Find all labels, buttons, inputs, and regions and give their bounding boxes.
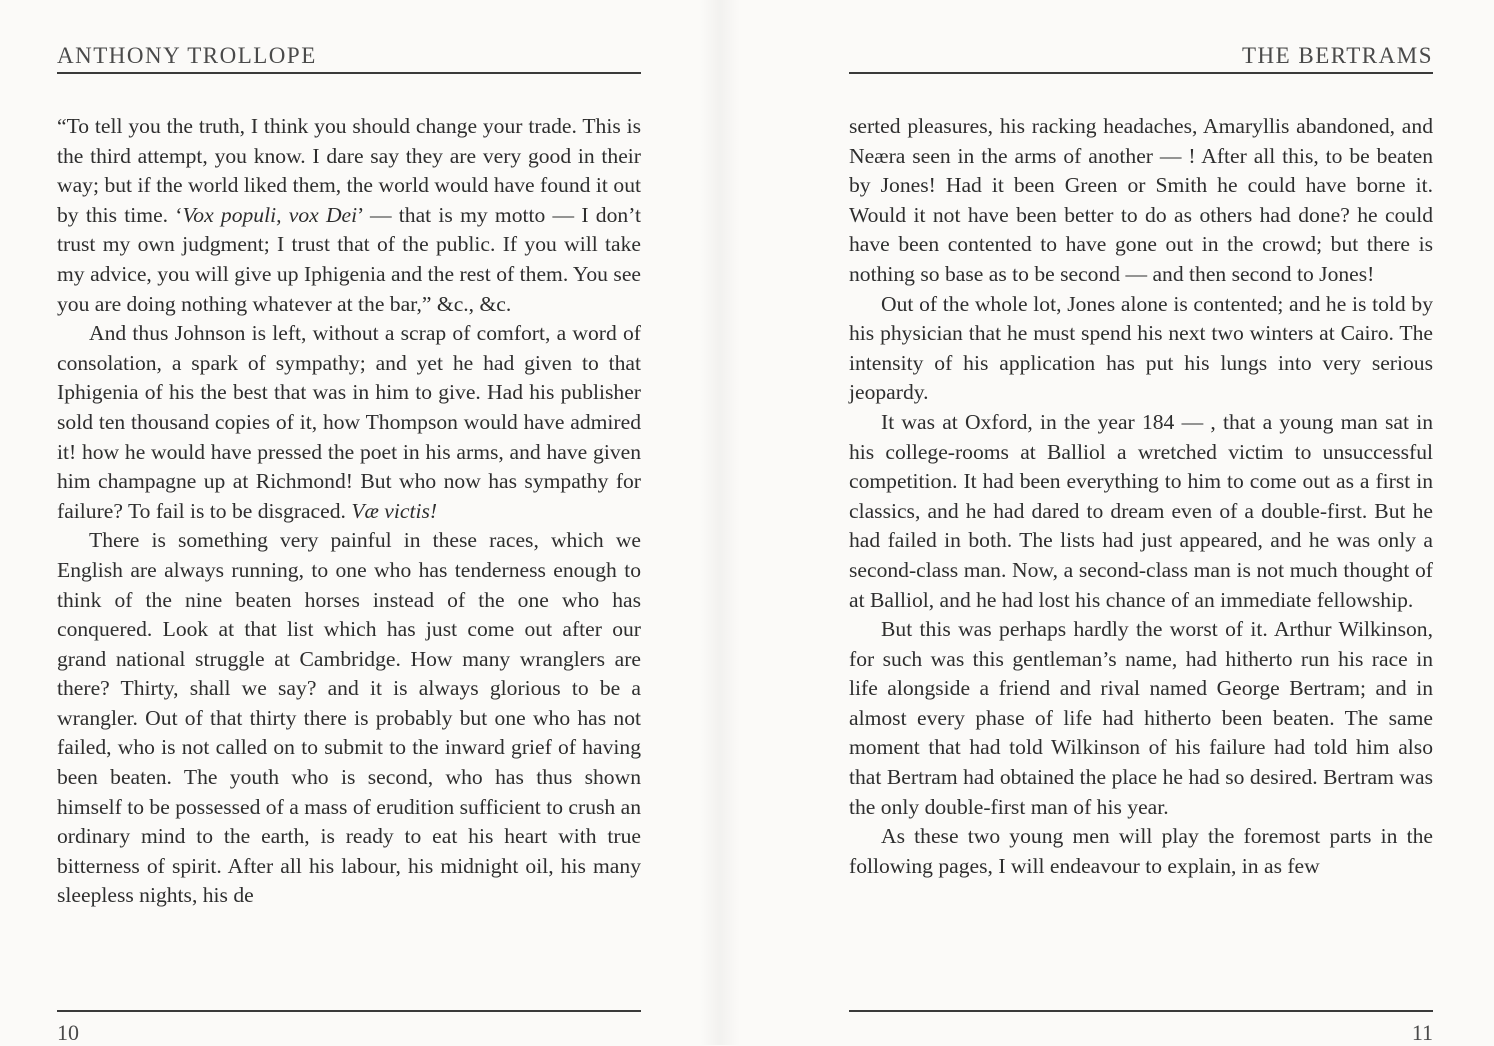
text-run: But this was perhaps hardly the worst of it. Arthur Wilkinson, for such was this gentleman’s name, had hitherto run his race in life alongside a friend and rival named George Bertram; and in almost every phase of life had hitherto been beaten. The same moment that had told Wilkinson of his failure had told him also that Bertram had obtained the place he had so desired. Bertram was the only double-first man of his year. <box>849 617 1433 819</box>
left-page-body <box>57 112 641 911</box>
text-run: And thus Johnson is left, without a scrap of comfort, a word of consolation, a spark of sympathy; and yet he had given to that Iphigenia of his the best that was in him to give. Had his publisher sold ten thousand copies of it, how Thompson would have admired it! how he would have pressed the poet in his arms, and have given him champagne up at Richmond! But who now has sympathy for failure? To fail is to be disgraced. <box>57 321 641 523</box>
paragraph <box>849 408 1433 615</box>
page-number: 11 <box>1411 1020 1433 1045</box>
italic-text: Vox populi, vox Dei <box>182 202 358 227</box>
text-run: Out of the whole lot, Jones alone is contented; and he is told by his physician that he must spend his next two winters at Cairo. The intensity of his application has put his lungs into very serious jeopardy. <box>849 291 1433 405</box>
text-run: It was at Oxford, in the year 184 — , that a young man sat in his college-rooms at Balliol a wretched victim to unsuccessful competition. It had been everything to him to come out as a first in classics, and he had dared to dream even of a double-first. But he had failed in both. The lists had just appeared, and he was only a second-class man. Now, a second-class man is not much thought of at Balliol, and he had lost his chance of an immediate fellowship. <box>849 409 1433 612</box>
running-head-author: ANTHONY TROLLOPE <box>57 42 641 74</box>
right-page <box>849 0 1433 1045</box>
text-run: ’ — that is my motto — I don’t trust my own judgment; I trust that of the public. If you will take my advice, you will give up Iphigenia and the rest of them. You see you are doing nothing whatever at the bar,” &c., &c. <box>57 202 641 316</box>
paragraph <box>57 526 641 911</box>
text-run: serted pleasures, his racking headaches, Amaryllis abandoned, and Neæra seen in the arms of another — ! After all this, to be beaten by Jones! Had it been Green or Smith he could have borne it. Would it not have been better to do as others had done? he could have been contented to have gone out in the crowd; but there is nothing so base as to be second — and then second to Jones! <box>849 114 1433 286</box>
text-run: There is something very painful in these races, which we English are always running, to one who has tenderness enough to think of the nine beaten horses instead of the one who has conquered. Look at that list which has just come out after our grand national struggle at Cambridge. How many wranglers are there? Thirty, shall we say? and it is always glorious to be a wrangler. Out of that thirty there is probably but one who has not failed, who is not called on to submit to the inward grief of having been beaten. The youth who is second, who has thus shown himself to be possessed of a mass of erudition sufficient to crush an ordinary mind to the earth, is ready to eat his heart with true bitterness of spirit. After all his labour, his midnight oil, his many sleepless nights, his de <box>57 528 641 908</box>
running-head-title: THE BERTRAMS <box>849 42 1433 74</box>
book-gutter <box>700 0 740 1045</box>
right-page-body <box>849 112 1433 881</box>
paragraph <box>849 615 1433 822</box>
text-run: As these two young men will play the foremost parts in the following pages, I will endeavour to explain, in as few <box>849 824 1433 878</box>
footer-rule <box>849 1010 1433 1012</box>
footer-rule <box>57 1010 641 1012</box>
paragraph <box>849 112 1433 290</box>
paragraph <box>57 112 641 319</box>
page-number: 10 <box>57 1020 79 1045</box>
text-run: “To tell you the truth, I think you should change your trade. This is the third attempt, you know. I dare say they are very good in their way; but if the world liked them, the world would have found it out by this time. ‘ <box>57 114 641 227</box>
paragraph <box>57 319 641 526</box>
paragraph <box>849 290 1433 408</box>
left-page <box>57 0 641 1045</box>
paragraph <box>849 822 1433 881</box>
italic-text: Væ victis! <box>351 498 438 523</box>
